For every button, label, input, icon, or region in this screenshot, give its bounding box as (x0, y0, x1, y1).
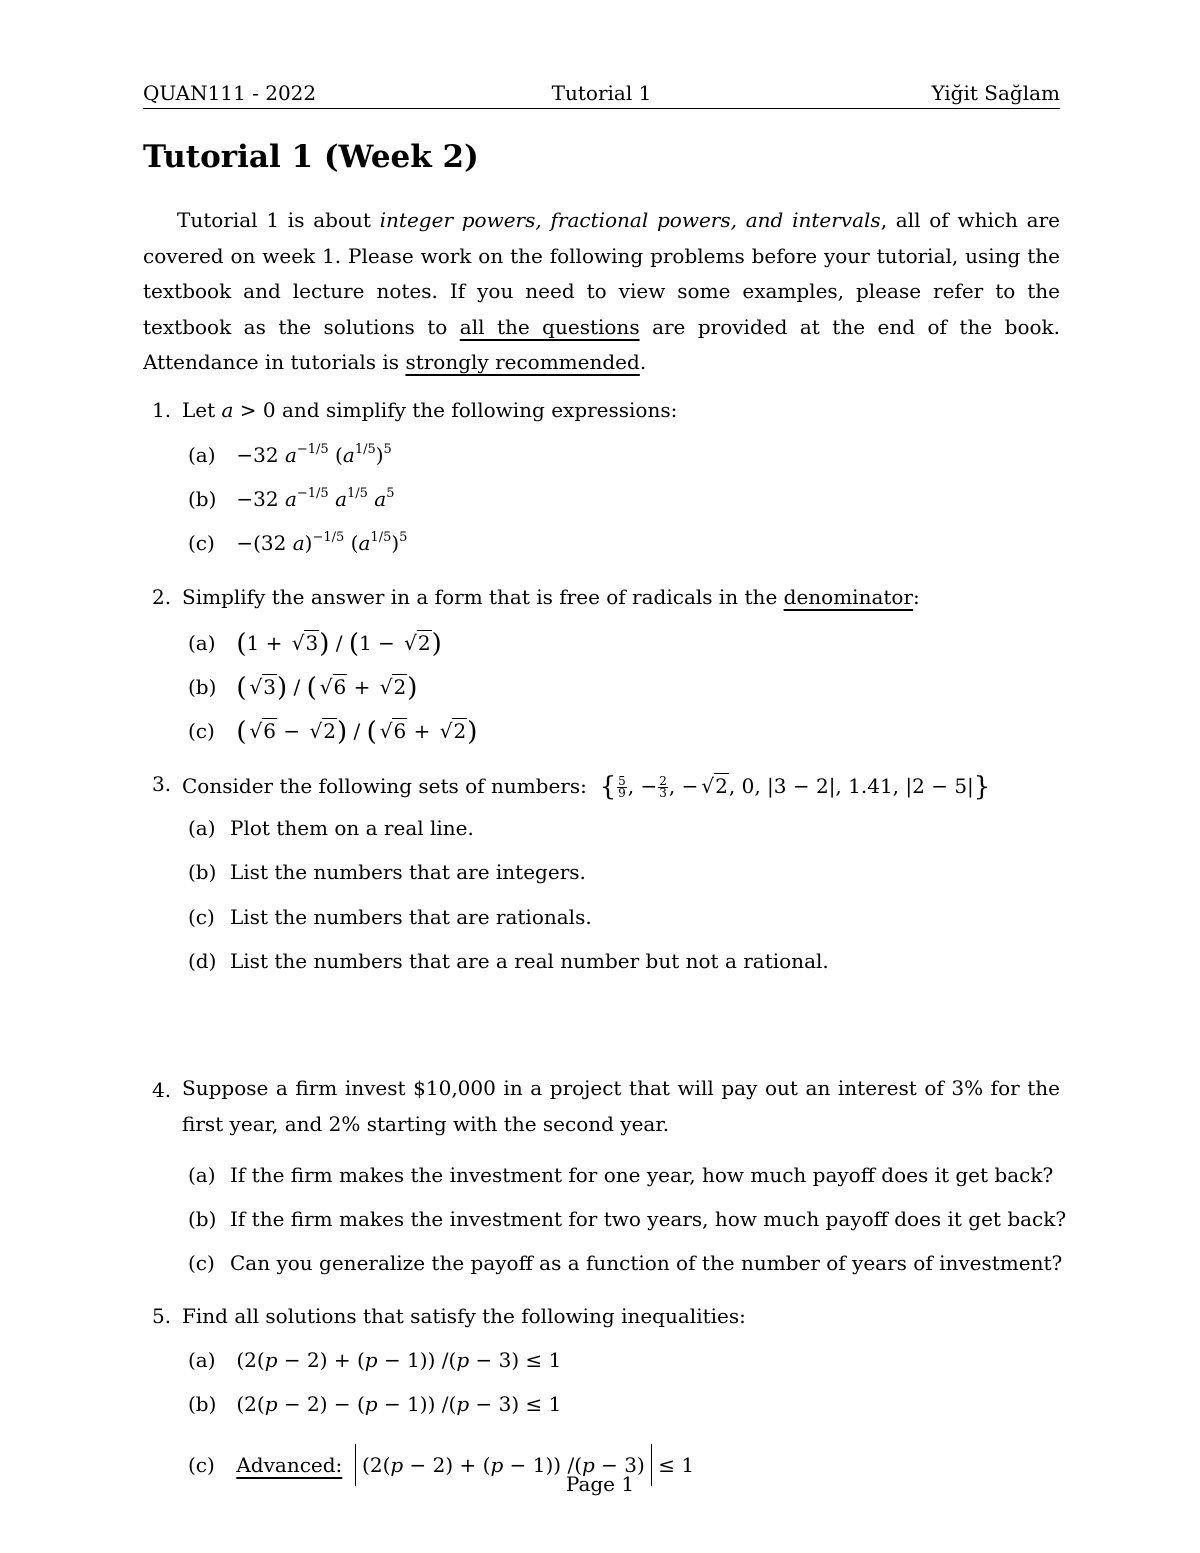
intro-text: Tutorial 1 is about (177, 208, 380, 232)
question-stem: Find all solutions that satisfy the following inequalities: (182, 1304, 746, 1328)
header-course: QUAN111 - 2022 (143, 81, 317, 105)
question-stem: Suppose a firm invest $10,000 in a project that will pay out an interest of 3% for the first year, and 2% starting with the second year. (182, 1076, 1060, 1136)
q1-expression-a: −32 $a^{-1/5}$ $(a^{1/5})^5$ (236, 442, 392, 467)
q5-inequality-c: (2(p − 2) + (p − 1)) /(p − 3) ≤ 1 (349, 1453, 694, 1477)
intro-underlined-all-questions: all the questions (459, 314, 640, 339)
q2-expression-a: (1 + √3) / (1 − √2) (236, 629, 442, 659)
q5-item-a (188, 1348, 561, 1372)
question-stem (182, 585, 1060, 609)
question-number: 1. (152, 398, 172, 422)
stem-underlined-denominator: denominator (783, 585, 914, 609)
intro-topics: integer powers, fractional powers, and intervals (379, 208, 881, 232)
q1-expression-b: −32 $a^{-1/5}$ $a^{1/5}$ $a^5$ (236, 486, 395, 511)
item-label: (c) (188, 1251, 215, 1275)
item-label: (a) (188, 1348, 216, 1372)
running-header (143, 78, 1060, 109)
document-page (143, 78, 1067, 1477)
stem-text: > 0 and simplify the following expressions: (233, 398, 678, 422)
question-stem (182, 772, 1060, 802)
q5-inequality-b: (2(p − 2) − (p − 1)) /(p − 3) ≤ 1 (236, 1392, 562, 1416)
item-label: (b) (188, 1207, 217, 1231)
item-label: (b) (188, 1392, 217, 1416)
q2-item-a (188, 629, 442, 659)
item-text: List the numbers that are rationals. (230, 905, 592, 929)
q2-item-c (188, 717, 477, 747)
intro-text: , all of which are covered on week 1. Please work on the following problems before your tutorial, using the textbook and lecture notes. If you need to view some examples, please refer to the textbook as the solutions to (143, 208, 1061, 339)
page-number: Page 1 (565, 1472, 635, 1496)
q2-expression-c: ( √6 − √2) / ( √6 + √2) (236, 717, 478, 747)
stem-text: Let (182, 398, 222, 422)
stem-text: Consider the following sets of numbers: (182, 774, 587, 798)
question-number: 5. (152, 1304, 172, 1328)
stem-variable: a (221, 398, 234, 422)
header-title: Tutorial 1 (551, 81, 652, 105)
q4-item-b (188, 1207, 1066, 1231)
stem-text: Simplify the answer in a form that is free of radicals in the (182, 585, 784, 609)
item-text: List the numbers that are a real number but not a rational. (230, 949, 829, 973)
item-label: (a) (188, 1163, 216, 1187)
item-label: (c) (188, 1453, 215, 1477)
item-label: (a) (188, 631, 216, 655)
question-number: 3. (152, 772, 172, 796)
q1-expression-c: −(32 a)$^{-1/5}$ $(a^{1/5})^5$ (236, 530, 408, 555)
q1-item-c (188, 531, 407, 555)
header-author: Yiğit Sağlam (931, 81, 1060, 105)
q2-item-b (188, 673, 417, 703)
item-text: Plot them on a real line. (230, 816, 474, 840)
q1-item-a (188, 443, 392, 467)
q3-item-d (188, 949, 829, 973)
stem-text: : (913, 585, 920, 609)
q3-item-a (188, 816, 474, 840)
item-label: (b) (188, 487, 217, 511)
item-label: (c) (188, 719, 215, 743)
intro-underlined-recommended: strongly recommended (405, 350, 640, 374)
item-label: (c) (188, 905, 215, 929)
number-set: { $\frac{5}{9}$ , − $\frac{2}{3}$ , − √2, 0, |3 − 2|, 1.41, |2 − 5|} (599, 772, 991, 802)
item-text: If the firm makes the investment for two years, how much payoff does it get back? (230, 1207, 1067, 1231)
q2-expression-b: ( √3) / ( √6 + √2) (236, 673, 418, 703)
q5-inequality-a: (2(p − 2) + (p − 1)) /(p − 3) ≤ 1 (236, 1348, 562, 1372)
question-stem (182, 398, 1060, 422)
q4-item-c (188, 1251, 1062, 1275)
item-label: (b) (188, 860, 217, 884)
item-text: Can you generalize the payoff as a function of the number of years of investment? (230, 1251, 1063, 1275)
intro-text: . (639, 350, 647, 374)
q4-item-a (188, 1163, 1053, 1187)
item-label: (d) (188, 949, 217, 973)
item-text: List the numbers that are integers. (230, 860, 586, 884)
question-number: 2. (152, 585, 172, 609)
item-label: (a) (188, 816, 216, 840)
q3-item-b (188, 860, 586, 884)
intro-paragraph (143, 203, 1060, 381)
item-label: (a) (188, 443, 216, 467)
q5-item-b (188, 1392, 561, 1416)
intro-text: are provided at the end of the book. Attendance in tutorials is (143, 314, 1061, 374)
item-text: If the firm makes the investment for one year, how much payoff does it get back? (230, 1163, 1054, 1187)
advanced-label: Advanced: (236, 1453, 343, 1477)
q3-item-c (188, 905, 592, 929)
item-label: (c) (188, 531, 215, 555)
item-label: (b) (188, 675, 217, 699)
page-title: Tutorial 1 (Week 2) (143, 139, 479, 175)
q1-item-b (188, 487, 395, 511)
question-number: 4. (152, 1078, 172, 1102)
